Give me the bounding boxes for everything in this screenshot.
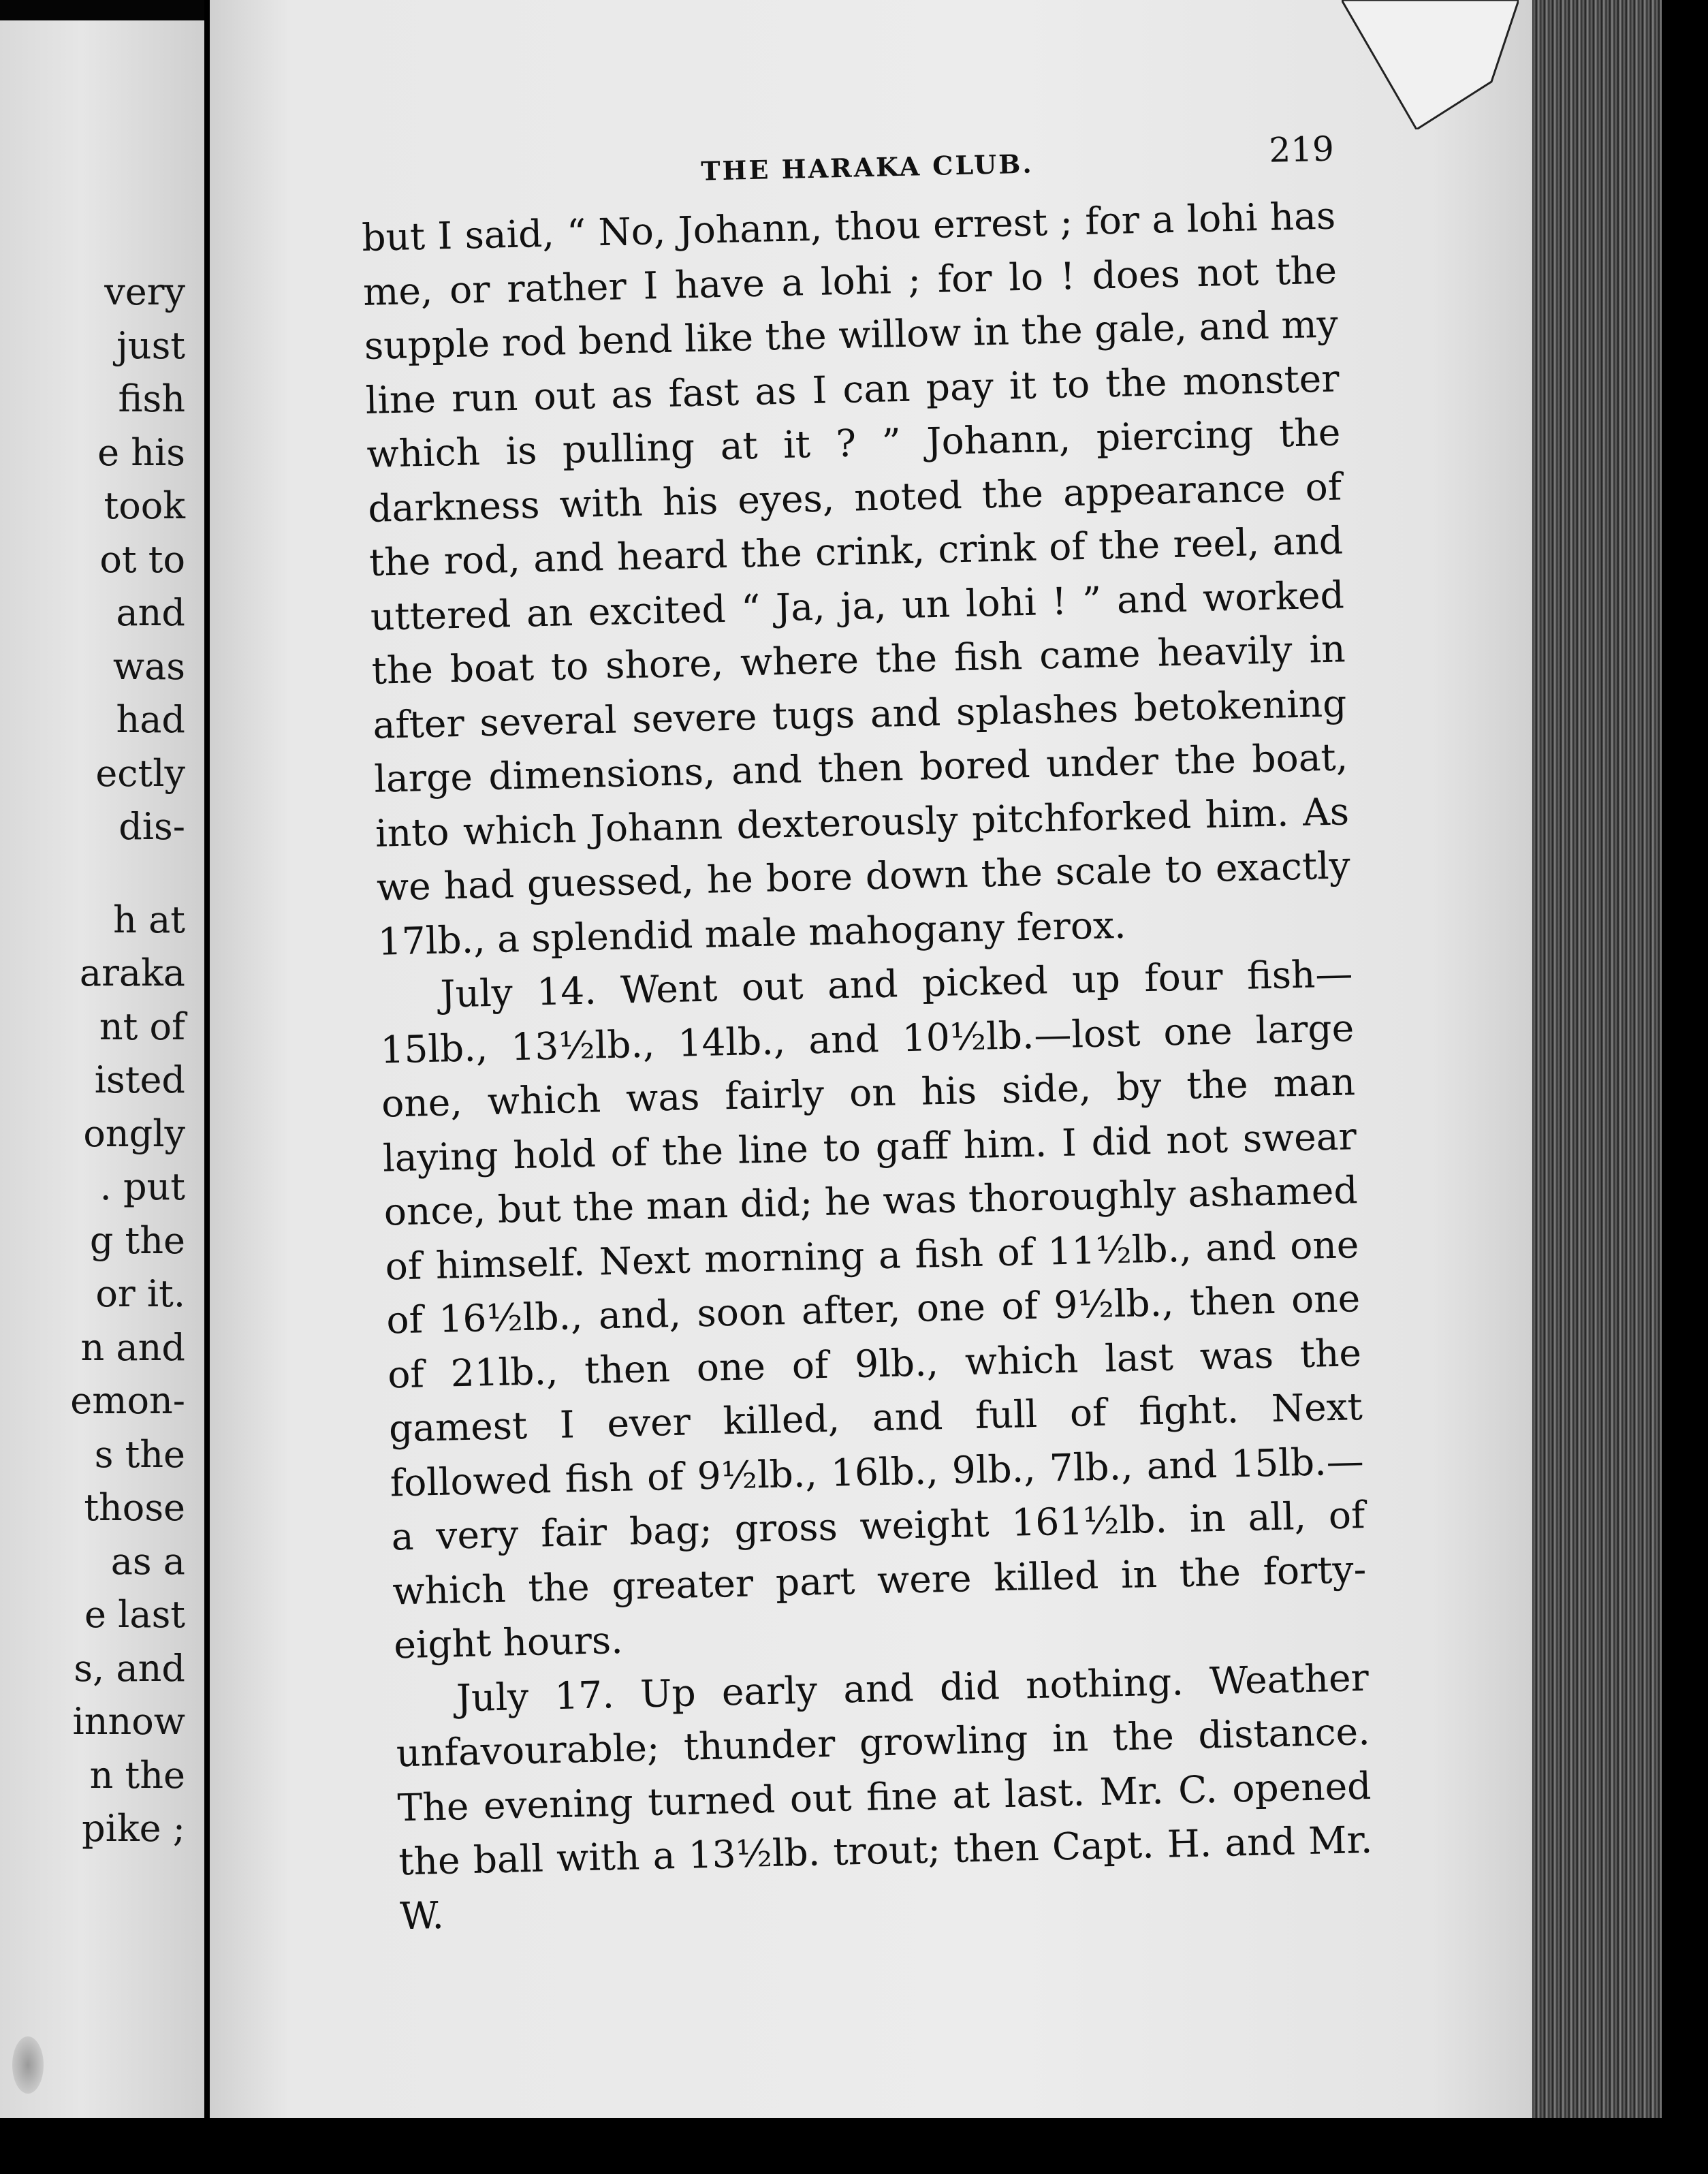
- facing-line: those: [84, 1486, 185, 1529]
- facing-line: dis-: [118, 805, 185, 848]
- paper-stain: [12, 2036, 44, 2094]
- scan-border: [0, 2118, 1708, 2174]
- paragraph: but I said, “ No, Johann, thou errest ; for a lohi has me, or rather I have a lohi ; for lo ! does not the supple rod bend like the willow in the gale, and my line run out as fast as I can pay it to the monster which is pulling at it ? ” Johann, piercing the darkness with his eyes, noted the appearance of the rod, and heard the crink, crink of the reel, and uttered an excited “ Ja, ja, un lohi ! ” and worked the boat to shore, where the fish came heavily in after several severe tugs and splashes betokening large dimensions, and then bored under the boat, into which Johann dexterously pitchforked him. As we had guessed, he bore down the scale to exactly 17lb., a splendid male mahogany ferox.: [361, 193, 1351, 964]
- facing-line: emon-: [70, 1379, 185, 1422]
- facing-line: nt of: [99, 1005, 185, 1048]
- facing-line: ectly: [95, 751, 185, 795]
- corner-fold: [1342, 0, 1519, 129]
- facing-line: pike ;: [82, 1807, 185, 1850]
- facing-line: ongly: [83, 1112, 185, 1155]
- facing-line: had: [116, 698, 185, 741]
- facing-line: and: [116, 591, 185, 634]
- facing-line: took: [104, 484, 185, 527]
- facing-line: araka: [79, 951, 185, 994]
- page-text-block: [360, 114, 1374, 1944]
- facing-line: fish: [118, 377, 185, 420]
- facing-line: innow: [72, 1700, 185, 1743]
- facing-line: just: [116, 324, 185, 367]
- running-title: THE HARAKA CLUB.: [700, 148, 1034, 187]
- page-number: 219: [1268, 129, 1335, 170]
- book-page: [204, 0, 1538, 2118]
- facing-page-text: [70, 266, 185, 1856]
- paragraph: July 17. Up early and did nothing. Weather unfavourable; thunder growling in the distance. The evening turned out fine at last. Mr. C. opened the ball with a 13½lb. trout; then Capt. H. and Mr. W.: [396, 1655, 1373, 1938]
- facing-line: ot to: [99, 537, 185, 581]
- facing-paragraph-gap: [70, 854, 185, 894]
- facing-line: e his: [97, 430, 185, 474]
- facing-line: n and: [80, 1325, 185, 1369]
- paragraph: July 14. Went out and picked up four fish—15lb., 13½lb., 14lb., and 10½lb.—lost one large one, which was fairly on his side, by the man laying hold of the line to gaff him. I did not swear once, but the man did; he was thoroughly ashamed of himself. Next morning a fish of 11½lb., and one of 16½lb., and, soon after, one of 9½lb., then one of 21lb., then one of 9lb., which last was the gamest I ever killed, and full of fight. Next followed fish of 9½lb., 16lb., 9lb., 7lb., and 15lb.—a very fair bag; gross weight 161½lb. in all, of which the greater part were killed in the forty-eight hours.: [379, 951, 1367, 1667]
- facing-line: as a: [110, 1539, 185, 1583]
- facing-line: s the: [94, 1432, 185, 1476]
- facing-line: . put: [99, 1165, 185, 1208]
- facing-line: very: [104, 270, 185, 313]
- facing-line: s, and: [74, 1646, 185, 1690]
- facing-line: or it.: [95, 1272, 185, 1315]
- facing-line: e last: [84, 1593, 185, 1636]
- facing-line: was: [112, 644, 185, 688]
- book-cover-edge: [1662, 0, 1708, 2174]
- facing-line: isted: [94, 1058, 185, 1101]
- facing-line: g the: [89, 1218, 185, 1262]
- facing-page: [0, 20, 204, 2118]
- facing-line: h at: [113, 898, 185, 941]
- facing-line: n the: [89, 1753, 185, 1797]
